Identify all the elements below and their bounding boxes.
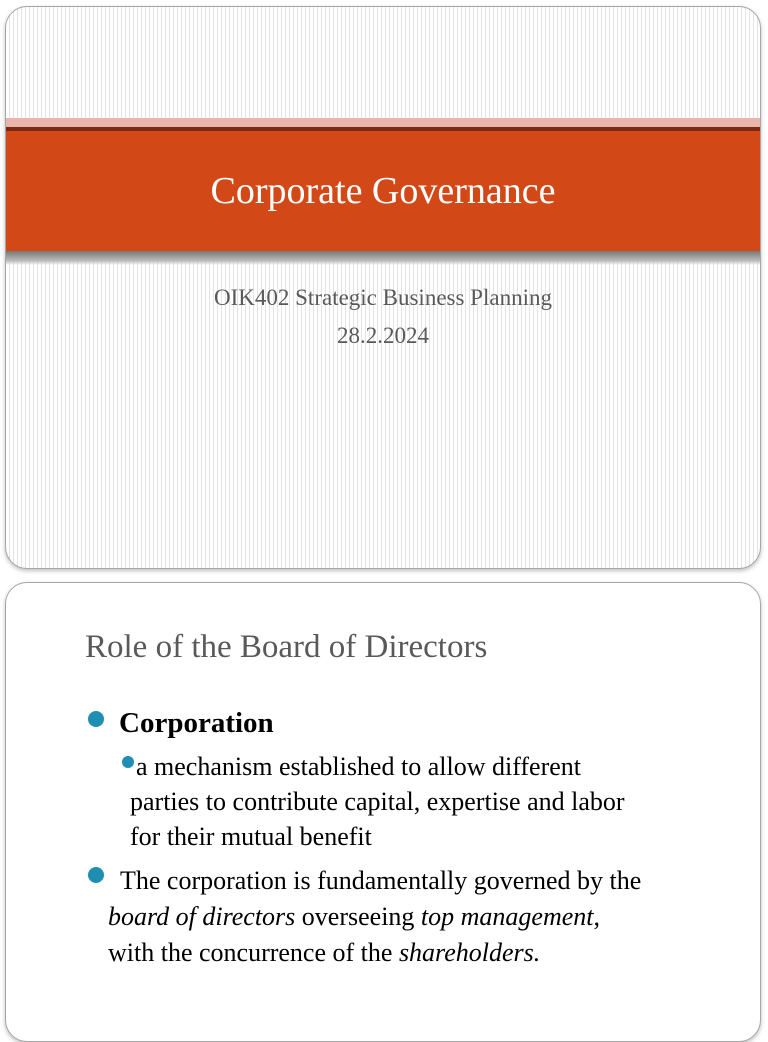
governance-line-1: The corporation is fundamentally governed by the <box>120 866 642 895</box>
bullet-corporation-label: Corporation <box>119 707 274 739</box>
content-slide <box>5 582 761 1042</box>
board-of-directors-text: board of directors <box>108 902 296 931</box>
date: 28.2.2024 <box>337 323 429 348</box>
shareholders-text: shareholders. <box>398 938 541 967</box>
bullet-dot-icon <box>88 711 104 727</box>
governance-line-2 <box>108 899 748 935</box>
definition-line-1: a mechanism established to allow different <box>136 752 581 781</box>
course-name: OIK402 Strategic Business Planning <box>214 285 552 310</box>
definition-line-2: parties to contribute capital, expertise and labor <box>130 787 625 816</box>
sub-bullet-definition <box>118 749 718 854</box>
comma-text: , <box>593 902 601 931</box>
slide-subtitle <box>6 279 760 355</box>
pink-accent-band <box>6 118 760 127</box>
bullet-dot-icon <box>88 867 104 883</box>
slide-heading: Role of the Board of Directors <box>85 629 488 665</box>
slide-title: Corporate Governance <box>210 170 556 212</box>
top-management-text: top management <box>420 902 594 931</box>
overseeing-text: overseeing <box>295 902 421 931</box>
bullet-governance <box>108 863 748 971</box>
title-slide <box>5 6 761 569</box>
concurrence-text: with the concurrence of the <box>108 938 399 967</box>
governance-line-3 <box>108 935 748 971</box>
title-band-shadow <box>6 251 760 265</box>
bullet-corporation <box>119 705 759 742</box>
definition-line-3: for their mutual benefit <box>130 822 372 851</box>
